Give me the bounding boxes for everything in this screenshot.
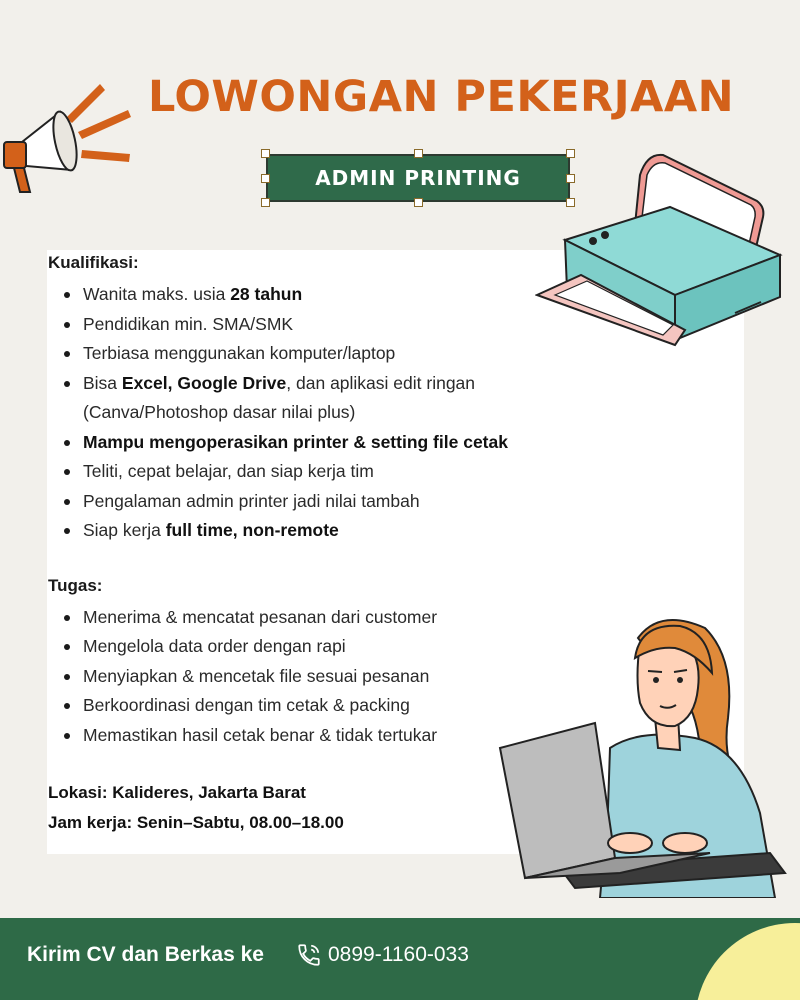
qualification-item: Bisa Excel, Google Drive, dan aplikasi edit ringan (Canva/Photoshop dasar nilai plus) bbox=[48, 369, 528, 428]
woman-laptop-illustration bbox=[490, 598, 790, 898]
task-item: Menerima & mencatat pesanan dari customer bbox=[48, 603, 608, 633]
qualification-item: Teliti, cepat belajar, dan siap kerja tim bbox=[48, 457, 608, 487]
qualification-item: Wanita maks. usia 28 tahun bbox=[48, 280, 608, 310]
page-title: LOWONGAN PEKERJAAN bbox=[148, 72, 735, 122]
megaphone-icon bbox=[0, 70, 140, 210]
qualification-item: Siap kerja full time, non-remote bbox=[48, 516, 608, 546]
task-item: Memastikan hasil cetak benar & tidak tertukar bbox=[48, 721, 608, 751]
decorative-circle bbox=[695, 923, 800, 1000]
work-hours-text: Jam kerja: Senin–Sabtu, 08.00–18.00 bbox=[48, 813, 344, 832]
qualifications-list bbox=[48, 280, 608, 546]
qualification-item: Pendidikan min. SMA/SMK bbox=[48, 310, 608, 340]
footer-label: Kirim CV dan Berkas ke bbox=[27, 943, 264, 966]
task-item: Menyiapkan & mencetak file sesuai pesanan bbox=[48, 662, 608, 692]
task-item: Berkoordinasi dengan tim cetak & packing bbox=[48, 691, 608, 721]
phone-number[interactable]: 0899-1160-033 bbox=[328, 943, 469, 966]
position-badge-frame bbox=[262, 150, 574, 206]
footer-bar bbox=[0, 918, 800, 1000]
resize-handle-tc bbox=[414, 149, 423, 158]
location-text: Lokasi: Kalideres, Jakarta Barat bbox=[48, 783, 306, 802]
qualification-item: Terbiasa menggunakan komputer/laptop bbox=[48, 339, 608, 369]
phone-icon bbox=[296, 942, 322, 968]
qualifications-heading: Kualifikasi: bbox=[48, 253, 139, 272]
resize-handle-tl bbox=[261, 149, 270, 158]
phone-contact[interactable] bbox=[296, 942, 469, 968]
tasks-heading: Tugas: bbox=[48, 575, 103, 595]
qualification-item: Mampu mengoperasikan printer & setting file cetak bbox=[48, 428, 608, 458]
resize-handle-ml bbox=[261, 174, 270, 183]
position-badge: ADMIN PRINTING bbox=[266, 154, 570, 202]
task-item: Mengelola data order dengan rapi bbox=[48, 632, 608, 662]
resize-handle-bc bbox=[414, 198, 423, 207]
qualification-item: Pengalaman admin printer jadi nilai tambah bbox=[48, 487, 608, 517]
resize-handle-bl bbox=[261, 198, 270, 207]
